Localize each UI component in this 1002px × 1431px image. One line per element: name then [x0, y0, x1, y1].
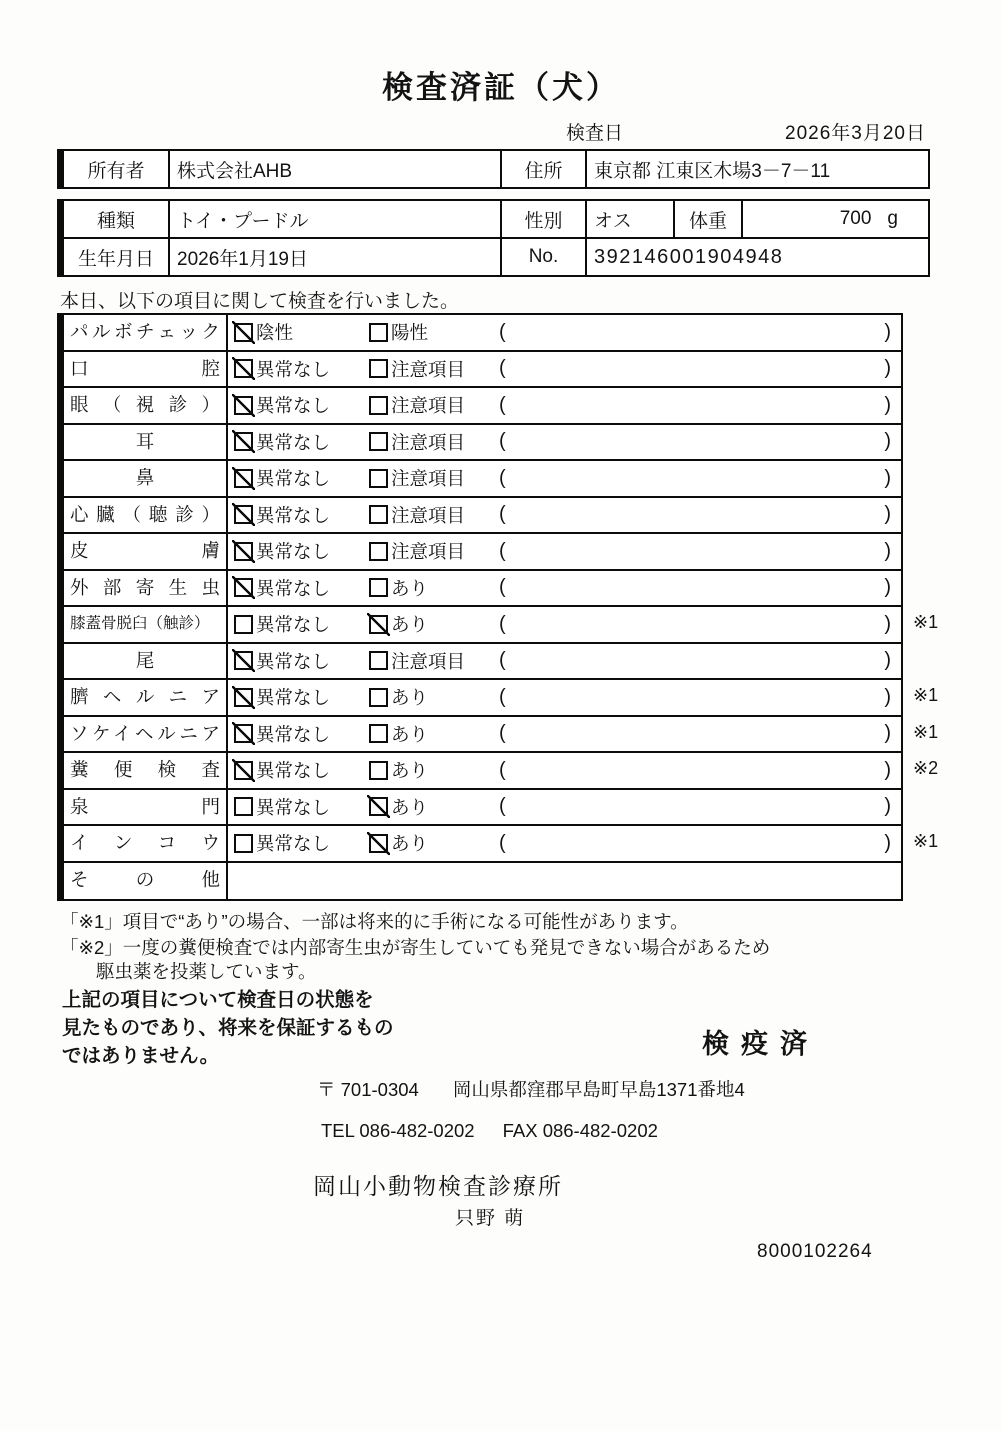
exam-item-label: ソケイヘルニア — [64, 717, 228, 752]
exam-item-label: インコウ — [64, 826, 228, 861]
remarks-field: ( ) — [499, 320, 891, 343]
breed-label: 種類 — [64, 201, 170, 237]
exam-row-umbilical-hernia: 臍ヘルニア 異常なし あり ( ) ※1 — [64, 680, 901, 717]
breed-value: トイ・プードル — [170, 201, 502, 237]
clinic-address: 岡山県都窪郡早島町早島1371番地4 — [452, 1079, 745, 1100]
intro-text: 本日、以下の項目に関して検査を行いました。 — [60, 291, 460, 312]
owner-table — [57, 149, 930, 189]
footnote-mark: ※1 — [913, 685, 939, 705]
remarks-field: ( ) — [499, 539, 891, 562]
caution-checkbox — [369, 651, 388, 670]
exam-item-label: 外部寄生虫 — [64, 571, 228, 606]
present-checkbox — [369, 834, 388, 853]
remarks-field: ( ) — [499, 649, 891, 672]
exam-row-nose: 鼻 異常なし 注意項目 ( ) — [64, 461, 901, 498]
remarks-field: ( ) — [499, 393, 891, 416]
footnote-1: 「※1」項目で“あり”の場合、一部は将来的に手術になる可能性があります。 — [60, 911, 689, 932]
exam-row-inkou: インコウ 異常なし あり ( ) ※1 — [64, 826, 901, 863]
no-abnormality-checkbox — [234, 724, 253, 743]
exam-item-label: 眼（視診） — [64, 388, 228, 423]
remarks-field: ( ) — [499, 758, 891, 781]
exam-item-label: 鼻 — [64, 461, 228, 496]
exam-item-label: 泉門 — [64, 790, 228, 825]
no-label: No. — [502, 239, 587, 275]
exam-row-patella: 膝蓋骨脱臼（触診） 異常なし あり ( ) ※1 — [64, 607, 901, 644]
no-abnormality-checkbox — [234, 651, 253, 670]
birth-label: 生年月日 — [64, 239, 170, 275]
page-title: 検査済証（犬） — [382, 70, 620, 105]
exam-row-inguinal-hernia: ソケイヘルニア 異常なし あり ( ) ※1 — [64, 717, 901, 754]
exam-date-label: 検査日 — [566, 123, 624, 144]
no-abnormality-checkbox — [234, 834, 253, 853]
exam-row-external-parasites: 外部寄生虫 異常なし あり ( ) — [64, 571, 901, 608]
remarks-field: ( ) — [499, 722, 891, 745]
clinic-name: 岡山小動物検査診療所 — [313, 1173, 563, 1199]
exam-row-fecal-exam: 糞便検査 異常なし あり ( ) ※2 — [64, 753, 901, 790]
present-checkbox — [369, 724, 388, 743]
no-abnormality-checkbox — [234, 505, 253, 524]
pet-row-2 — [64, 237, 928, 275]
exam-row-tail: 尾 異常なし 注意項目 ( ) — [64, 644, 901, 681]
remarks-field: ( ) — [499, 831, 891, 854]
present-checkbox — [369, 615, 388, 634]
pet-row-1 — [64, 201, 928, 237]
no-abnormality-checkbox — [234, 359, 253, 378]
no-abnormality-checkbox — [234, 396, 253, 415]
positive-checkbox — [369, 323, 388, 342]
disclaimer-line: ではありません。 — [62, 1045, 220, 1067]
exam-item-label: 耳 — [64, 425, 228, 460]
footnote-mark: ※2 — [913, 758, 939, 778]
disclaimer — [62, 986, 394, 1070]
other-empty-field — [228, 863, 901, 900]
exam-row-fontanelle: 泉門 異常なし あり ( ) — [64, 790, 901, 827]
exam-item-label: パルボチェック — [64, 315, 228, 350]
no-abnormality-checkbox — [234, 578, 253, 597]
clinic-tel: TEL 086-482-0202 — [321, 1120, 475, 1141]
no-abnormality-checkbox — [234, 469, 253, 488]
remarks-field: ( ) — [499, 685, 891, 708]
caution-checkbox — [369, 359, 388, 378]
footnote-mark: ※1 — [913, 831, 939, 851]
no-abnormality-checkbox — [234, 432, 253, 451]
remarks-field: ( ) — [499, 430, 891, 453]
sex-label: 性別 — [502, 201, 587, 237]
weight-value-cell — [743, 201, 928, 237]
exam-row-ears: 耳 異常なし 注意項目 ( ) — [64, 425, 901, 462]
caution-checkbox — [369, 432, 388, 451]
present-checkbox — [369, 688, 388, 707]
clinic-tel-line — [321, 1120, 658, 1142]
weight-value: 700 — [839, 208, 872, 229]
remarks-field: ( ) — [499, 612, 891, 635]
address-value: 東京都 江東区木場3－7－11 — [594, 160, 831, 182]
owner-value: 株式会社AHB — [170, 151, 502, 187]
owner-label: 所有者 — [64, 151, 170, 187]
exam-item-label: 心臓（聴診） — [64, 498, 228, 533]
quarantine-stamp: 検疫済 — [702, 1029, 819, 1059]
exam-item-label: 尾 — [64, 644, 228, 679]
exam-table — [57, 313, 939, 901]
clinic-postal-code: 〒 701-0304 — [317, 1079, 419, 1100]
address-label: 住所 — [502, 151, 587, 187]
clinic-address-line — [317, 1076, 745, 1102]
exam-item-label: その他 — [64, 863, 228, 900]
no-abnormality-checkbox — [234, 688, 253, 707]
veterinarian-name: 只野 萌 — [455, 1208, 526, 1229]
no-abnormality-checkbox — [234, 615, 253, 634]
document-code: 8000102264 — [757, 1241, 873, 1262]
remarks-field: ( ) — [499, 466, 891, 489]
no-value: 392146001904948 — [594, 245, 784, 268]
remarks-field: ( ) — [499, 795, 891, 818]
exam-item-label: 糞便検査 — [64, 753, 228, 788]
caution-checkbox — [369, 396, 388, 415]
negative-checkbox — [234, 323, 253, 342]
disclaimer-line: 見たものであり、将来を保証するもの — [62, 1017, 394, 1039]
exam-row-skin: 皮膚 異常なし 注意項目 ( ) — [64, 534, 901, 571]
exam-row-other — [64, 863, 901, 900]
caution-checkbox — [369, 505, 388, 524]
birth-value: 2026年1月19日 — [170, 239, 502, 275]
caution-checkbox — [369, 469, 388, 488]
footnote-mark: ※1 — [913, 612, 939, 632]
exam-item-label: 膝蓋骨脱臼（触診） — [64, 607, 228, 642]
exam-row-heart: 心臓（聴診） 異常なし 注意項目 ( ) — [64, 498, 901, 535]
present-checkbox — [369, 797, 388, 816]
present-checkbox — [369, 761, 388, 780]
exam-date-value: 2026年3月20日 — [785, 123, 926, 144]
owner-row — [64, 151, 928, 187]
pet-table — [57, 199, 930, 277]
exam-item-label: 口腔 — [64, 352, 228, 387]
exam-item-label: 臍ヘルニア — [64, 680, 228, 715]
footnote-2-line1: 「※2」一度の糞便検査では内部寄生虫が寄生していても発見できない場合があるため — [60, 937, 771, 958]
no-abnormality-checkbox — [234, 797, 253, 816]
remarks-field: ( ) — [499, 357, 891, 380]
disclaimer-line: 上記の項目について検査日の状態を — [62, 989, 374, 1011]
exam-row-parvo: パルボチェック 陰性 陽性 ( ) — [64, 315, 901, 352]
sex-value: オス — [587, 201, 675, 237]
weight-unit: g — [887, 208, 898, 229]
caution-checkbox — [369, 542, 388, 561]
weight-label: 体重 — [675, 201, 743, 237]
no-abnormality-checkbox — [234, 542, 253, 561]
no-abnormality-checkbox — [234, 761, 253, 780]
exam-row-eyes: 眼（視診） 異常なし 注意項目 ( ) — [64, 388, 901, 425]
remarks-field: ( ) — [499, 576, 891, 599]
footnote-2-line2: 駆虫薬を投薬しています。 — [96, 961, 317, 982]
clinic-fax: FAX 086-482-0202 — [502, 1120, 658, 1141]
present-checkbox — [369, 578, 388, 597]
exam-item-label: 皮膚 — [64, 534, 228, 569]
footnote-mark: ※1 — [913, 721, 939, 742]
exam-row-mouth: 口腔 異常なし 注意項目 ( ) — [64, 352, 901, 389]
remarks-field: ( ) — [499, 503, 891, 526]
